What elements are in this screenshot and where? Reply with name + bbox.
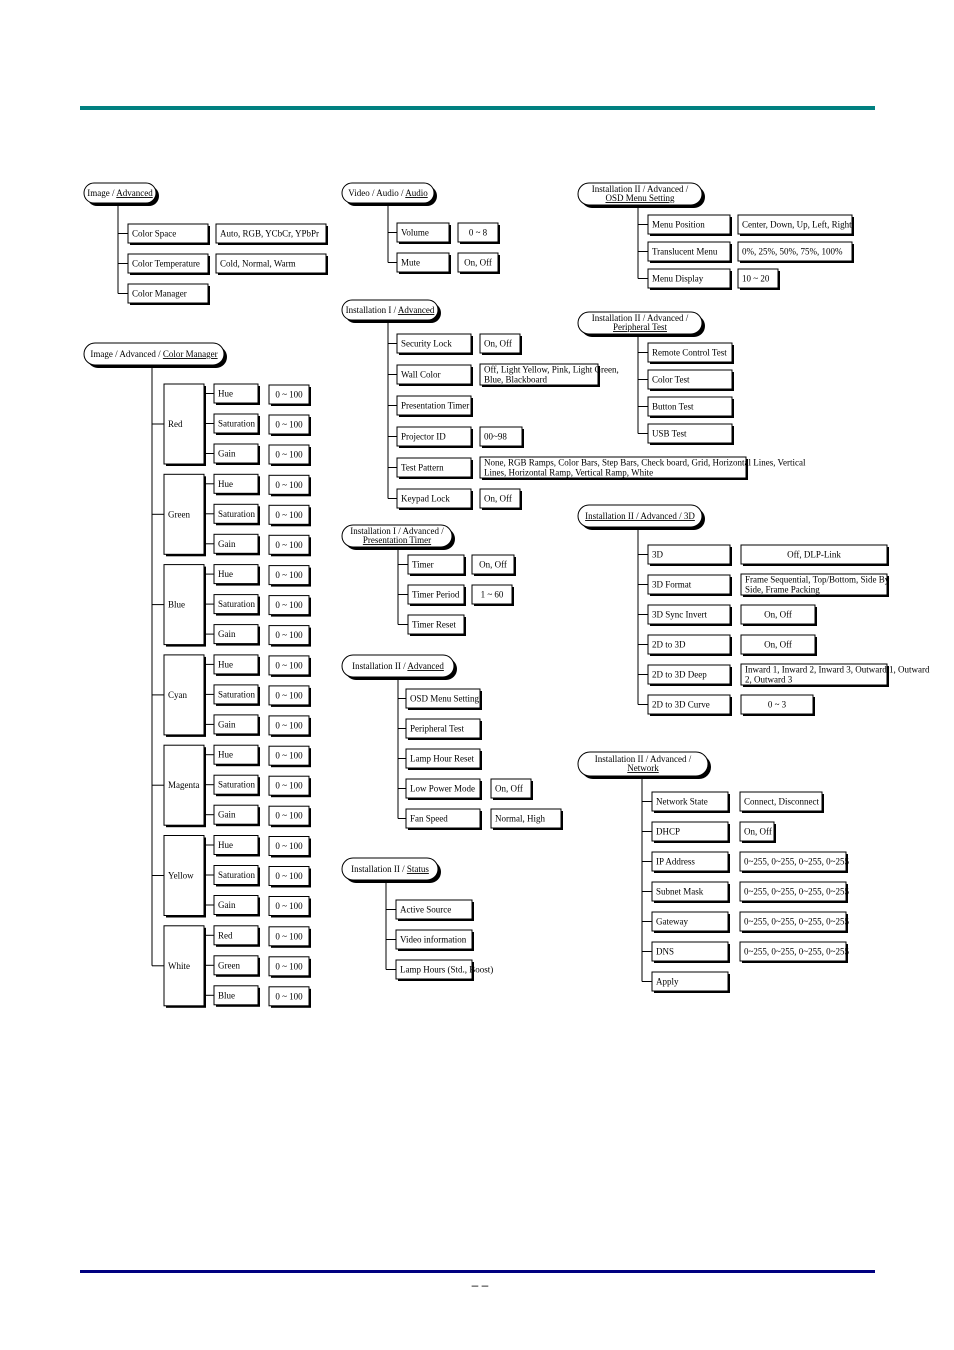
installation-1-advanced-presentation-timer-value-0-text: On, Off: [479, 559, 507, 570]
image-advanced-value-0-text: Auto, RGB, YCbCr, YPbPr: [220, 228, 319, 239]
installation-2-advanced-item-2: [406, 749, 482, 770]
installation-2-advanced-network-item-6-text: Apply: [656, 976, 679, 987]
installation-1-advanced-presentation-timer-header: [342, 525, 455, 550]
installation-2-advanced-item-1-text: Peripheral Test: [410, 723, 464, 734]
installation-1-advanced-value-1-text: Blue, Blackboard: [484, 374, 547, 385]
image-advanced-color-manager-group-2-item-0-text: Hue: [218, 569, 233, 580]
installation-1-advanced-value-4-text: Lines, Horizontal Ramp, Vertical Ramp, White: [484, 467, 654, 478]
image-advanced-color-manager-group-4-value-2: [269, 806, 311, 827]
installation-1-advanced-value-3-text: 00~98: [484, 431, 507, 442]
image-advanced-value-1: [216, 254, 328, 275]
video-audio-audio-header: [342, 183, 437, 206]
installation-2-advanced-3d-item-0-text: 3D: [652, 549, 663, 560]
installation-2-advanced-3d-value-0: [741, 545, 889, 566]
installation-2-advanced-item-4-text: Fan Speed: [410, 813, 448, 824]
installation-2-advanced-3d-value-5-text: 0 ~ 3: [767, 699, 787, 710]
installation-2-advanced-osd-menu-setting-header-path: Installation II / Advanced /: [591, 184, 689, 194]
image-advanced-color-manager-group-0-value-2-text: 0 ~ 100: [275, 449, 303, 460]
installation-2-advanced-network-item-2-text: IP Address: [656, 856, 695, 867]
installation-2-advanced-network-item-0: [652, 792, 730, 813]
installation-2-advanced-item-3: [406, 779, 482, 800]
installation-2-advanced-peripheral-test-item-3-text: USB Test: [652, 428, 687, 439]
image-advanced-color-manager-group-6-item-0: [214, 926, 260, 947]
image-advanced-color-manager-group-5-item-0: [214, 836, 260, 857]
image-advanced-item-0-text: Color Space: [132, 228, 177, 239]
installation-2-advanced-osd-menu-setting-item-1-text: Translucent Menu: [652, 246, 718, 257]
installation-1-advanced-value-1-text: Off, Light Yellow, Pink, Light Green,: [484, 364, 619, 375]
installation-2-advanced-3d-item-2-text: 3D Sync Invert: [652, 609, 707, 620]
installation-2-advanced-network-value-5-text: 0~255, 0~255, 0~255, 0~255: [744, 946, 849, 957]
image-advanced-color-manager-group-4-item-1: [214, 775, 260, 796]
installation-2-advanced-3d-value-1-text: Frame Sequential, Top/Bottom, Side By: [745, 574, 890, 585]
image-advanced-color-manager-group-2-item-1: [214, 595, 260, 616]
installation-1-advanced-value-1: [480, 364, 619, 387]
installation-1-advanced-header-title: Installation I / Advanced: [345, 305, 435, 315]
installation-2-advanced-network-value-2-text: 0~255, 0~255, 0~255, 0~255: [744, 856, 849, 867]
installation-2-advanced-network-value-3: [740, 882, 849, 903]
installation-2-status-item-2-text: Lamp Hours (Std., Boost): [400, 964, 494, 975]
installation-2-advanced-3d-item-4: [648, 665, 732, 686]
image-advanced-color-manager-group-3-item-0-text: Hue: [218, 659, 233, 670]
installation-2-advanced-network-header-path: Installation II / Advanced /: [594, 754, 692, 764]
image-advanced-color-manager-group-0-value-1-text: 0 ~ 100: [275, 419, 303, 430]
installation-1-advanced-item-2-text: Presentation Timer: [401, 400, 470, 411]
image-advanced-color-manager-group-2-item-2-text: Gain: [218, 629, 236, 640]
installation-1-advanced-value-5: [480, 489, 522, 510]
image-advanced-color-manager-group-3-item-0: [214, 655, 260, 676]
video-audio-audio-value-1: [458, 253, 500, 274]
image-advanced-color-manager-group-4-value-1-text: 0 ~ 100: [275, 780, 303, 791]
image-advanced-color-manager-group-0-item-2-text: Gain: [218, 448, 236, 459]
image-advanced-value-1-text: Cold, Normal, Warm: [220, 258, 296, 269]
installation-2-advanced-3d-value-3: [741, 635, 817, 656]
image-advanced-color-manager-group-0: [164, 384, 206, 466]
installation-2-advanced-network-item-5-text: DNS: [656, 946, 675, 957]
installation-1-advanced-presentation-timer-value-1-text: 1 ~ 60: [480, 589, 504, 600]
image-advanced-color-manager-group-3-item-2: [214, 715, 260, 736]
installation-2-advanced-3d-item-2: [648, 605, 732, 626]
installation-2-advanced-3d-value-3-text: On, Off: [764, 639, 792, 650]
installation-2-advanced-peripheral-test-item-0: [648, 343, 734, 364]
installation-2-advanced-3d-value-4-text: 2, Outward 3: [745, 674, 793, 685]
image-advanced-color-manager-group-6-value-1-text: 0 ~ 100: [275, 961, 303, 972]
installation-2-advanced-network-item-0-text: Network State: [656, 796, 708, 807]
image-advanced-color-manager-group-0-item-0-text: Hue: [218, 388, 233, 399]
image-advanced-color-manager-group-5-value-0-text: 0 ~ 100: [275, 841, 303, 851]
installation-2-advanced-network-value-3-text: 0~255, 0~255, 0~255, 0~255: [744, 886, 849, 897]
installation-1-advanced-item-0-text: Security Lock: [401, 338, 452, 349]
installation-2-advanced-osd-menu-setting-item-0-text: Menu Position: [652, 219, 705, 230]
installation-2-status-item-1-text: Video information: [400, 934, 467, 945]
image-advanced-color-manager-group-4-item-0-text: Hue: [218, 749, 233, 760]
image-advanced-color-manager-group-5-text: Yellow: [168, 870, 194, 881]
video-audio-audio-value-1-text: On, Off: [464, 257, 492, 268]
image-advanced-color-manager-group-1-item-1-text: Saturation: [218, 508, 255, 519]
image-advanced-item-2: [128, 284, 210, 305]
installation-2-advanced-network-header-current: Network: [627, 763, 659, 773]
image-advanced-color-manager-group-0-value-0: [269, 385, 311, 406]
installation-2-advanced-peripheral-test-item-2: [648, 397, 734, 418]
installation-1-advanced-item-4-text: Test Pattern: [401, 462, 444, 473]
image-advanced-header: [84, 183, 159, 206]
installation-1-advanced-item-4: [397, 458, 473, 479]
image-advanced-color-manager-group-4-item-2: [214, 805, 260, 826]
image-advanced-color-manager-group-4-value-2-text: 0 ~ 100: [275, 810, 303, 821]
image-advanced-color-manager-group-1-text: Green: [168, 509, 190, 520]
image-advanced-color-manager-group-3-value-0-text: 0 ~ 100: [275, 660, 303, 671]
image-advanced-color-manager-group-1-value-0-text: 0 ~ 100: [275, 479, 303, 490]
image-advanced-color-manager-group-1-item-2: [214, 534, 260, 555]
installation-2-advanced-3d-item-4-text: 2D to 3D Deep: [652, 669, 707, 680]
image-advanced-color-manager-group-3-text: Cyan: [168, 689, 187, 700]
image-advanced-color-manager-group-5-value-1: [269, 867, 311, 888]
installation-2-advanced-osd-menu-setting-item-0: [648, 215, 732, 236]
image-advanced-color-manager-group-5-item-2: [214, 896, 260, 917]
image-advanced-color-manager-group-2-text: Blue: [168, 599, 185, 610]
image-advanced-color-manager-group-3-item-1: [214, 685, 260, 706]
bottom-rule: [80, 1270, 875, 1273]
image-advanced-color-manager-group-1-value-2-text: 0 ~ 100: [275, 539, 303, 550]
installation-2-advanced-peripheral-test-item-3: [648, 424, 734, 445]
installation-2-advanced-osd-menu-setting-value-2-text: 10 ~ 20: [742, 273, 770, 284]
image-advanced-color-manager-group-1-value-1: [269, 505, 311, 526]
image-advanced-color-manager-group-6-value-2-text: 0 ~ 100: [275, 991, 303, 1002]
image-advanced-color-manager-group-4: [164, 745, 206, 827]
video-audio-audio-item-0-text: Volume: [401, 227, 429, 238]
installation-1-advanced-item-1: [397, 365, 473, 386]
image-advanced-color-manager-group-6-item-2: [214, 986, 260, 1007]
image-advanced-color-manager-group-5: [164, 836, 206, 918]
installation-2-advanced-3d-value-1-text: Side, Frame Packing: [745, 584, 820, 595]
installation-1-advanced-value-0: [480, 334, 522, 355]
image-advanced-color-manager-group-0-value-2: [269, 445, 311, 466]
image-advanced-color-manager-group-1: [164, 474, 206, 556]
image-advanced-color-manager-group-1-value-0: [269, 475, 311, 496]
installation-2-advanced-network-header: [578, 752, 711, 779]
installation-2-advanced-item-1: [406, 719, 482, 740]
installation-2-advanced-3d-value-5: [741, 695, 815, 716]
installation-1-advanced-header: [342, 300, 441, 323]
installation-1-advanced-item-1-text: Wall Color: [401, 369, 441, 380]
image-advanced-color-manager-group-3-value-0: [269, 656, 311, 677]
image-advanced-color-manager-group-0-item-0: [214, 384, 260, 405]
installation-2-advanced-3d-item-1: [648, 575, 732, 596]
image-advanced-color-manager-group-3-item-1-text: Saturation: [218, 689, 255, 700]
image-advanced-color-manager-group-1-value-2: [269, 535, 311, 556]
image-advanced-color-manager-group-3-value-1: [269, 686, 311, 707]
image-advanced-color-manager-header-title: Image / Advanced / Color Manager: [90, 349, 218, 359]
image-advanced-color-manager-group-3-value-2: [269, 716, 311, 737]
image-advanced-item-2-text: Color Manager: [132, 288, 187, 299]
image-advanced-color-manager-group-3-item-2-text: Gain: [218, 719, 236, 730]
installation-2-advanced-osd-menu-setting-value-0-text: Center, Down, Up, Left, Right: [742, 219, 852, 230]
video-audio-audio-value-0-text: 0 ~ 8: [468, 227, 488, 238]
installation-2-advanced-osd-menu-setting-value-1-text: 0%, 25%, 50%, 75%, 100%: [742, 246, 843, 257]
page-footer: – –: [471, 1278, 489, 1292]
installation-1-advanced-item-2: [397, 396, 473, 417]
installation-2-advanced-osd-menu-setting-header-current: OSD Menu Setting: [605, 193, 675, 203]
image-advanced-color-manager-group-0-item-1-text: Saturation: [218, 418, 255, 429]
installation-2-advanced-network-value-1: [740, 822, 776, 843]
installation-2-status-header: [342, 858, 441, 883]
installation-2-advanced-network-item-5: [652, 942, 730, 963]
image-advanced-color-manager-group-1-value-1-text: 0 ~ 100: [275, 509, 303, 520]
image-advanced-color-manager-group-6-value-1: [269, 957, 311, 978]
image-advanced-color-manager-group-4-text: Magenta: [168, 780, 200, 791]
image-advanced-color-manager-group-1-item-1: [214, 504, 260, 525]
video-audio-audio-header-title: Video / Audio / Audio: [348, 188, 428, 198]
installation-2-advanced-header: [342, 655, 457, 680]
installation-2-advanced-3d-header-title: Installation II / Advanced / 3D: [585, 511, 695, 521]
installation-1-advanced-value-3: [480, 427, 524, 448]
installation-2-advanced-osd-menu-setting-value-2: [738, 269, 780, 290]
installation-2-advanced-network-item-3: [652, 882, 730, 903]
image-advanced-color-manager-group-5-item-1-text: Saturation: [218, 870, 255, 880]
image-advanced-color-manager-group-5-item-1: [214, 866, 260, 887]
installation-2-advanced-osd-menu-setting-item-1: [648, 242, 732, 263]
installation-1-advanced-presentation-timer-item-2-text: Timer Reset: [412, 619, 456, 630]
installation-1-advanced-item-5: [397, 489, 473, 510]
image-advanced-color-manager-group-5-item-2-text: Gain: [218, 900, 236, 910]
image-advanced-color-manager-group-5-item-0-text: Hue: [218, 840, 233, 850]
image-advanced-item-0: [128, 224, 210, 245]
installation-2-advanced-item-0-text: OSD Menu Setting: [410, 693, 480, 704]
installation-2-status-item-0: [396, 900, 474, 921]
installation-2-advanced-network-item-1: [652, 822, 730, 843]
image-advanced-color-manager-group-1-item-0: [214, 474, 260, 495]
installation-2-advanced-value-4-text: Normal, High: [495, 813, 545, 824]
installation-2-advanced-item-0: [406, 689, 482, 710]
installation-1-advanced-presentation-timer-item-1-text: Timer Period: [412, 589, 460, 600]
image-advanced-color-manager-group-6: [164, 926, 206, 1008]
image-advanced-color-manager-group-1-item-2-text: Gain: [218, 538, 236, 549]
image-advanced-color-manager-group-4-value-0-text: 0 ~ 100: [275, 750, 303, 761]
image-advanced-color-manager-group-0-text: Red: [168, 419, 183, 429]
image-advanced-color-manager-group-5-value-2: [269, 897, 311, 918]
installation-2-advanced-network-value-4: [740, 912, 849, 933]
installation-2-status-item-1: [396, 930, 474, 951]
installation-2-advanced-osd-menu-setting-value-1: [738, 242, 854, 263]
installation-2-advanced-3d-item-3: [648, 635, 732, 656]
image-advanced-color-manager-group-4-item-0: [214, 745, 260, 766]
image-advanced-color-manager-group-6-value-0-text: 0 ~ 100: [275, 931, 303, 942]
installation-1-advanced-item-3-text: Projector ID: [401, 431, 446, 442]
installation-2-advanced-network-value-4-text: 0~255, 0~255, 0~255, 0~255: [744, 916, 849, 927]
installation-2-advanced-peripheral-test-item-2-text: Button Test: [652, 401, 694, 412]
installation-1-advanced-value-5-text: On, Off: [484, 493, 512, 504]
installation-1-advanced-presentation-timer-header-current: Presentation Timer: [362, 535, 432, 545]
installation-2-advanced-network-item-2: [652, 852, 730, 873]
installation-1-advanced-presentation-timer-header-path: Installation I / Advanced /: [350, 526, 444, 536]
installation-2-advanced-network-item-1-text: DHCP: [656, 826, 681, 837]
image-advanced-color-manager-group-2-value-2: [269, 626, 311, 647]
installation-2-advanced-network-value-5: [740, 942, 849, 963]
installation-2-advanced-network-item-4: [652, 912, 730, 933]
image-advanced-color-manager-group-4-value-0: [269, 746, 311, 767]
installation-2-status-item-0-text: Active Source: [400, 904, 452, 915]
installation-2-advanced-network-item-3-text: Subnet Mask: [656, 886, 704, 897]
image-advanced-color-manager-group-5-value-1-text: 0 ~ 100: [275, 871, 303, 881]
installation-2-advanced-value-3: [491, 779, 533, 800]
installation-1-advanced-item-0: [397, 334, 473, 355]
installation-2-advanced-peripheral-test-header-path: Installation II / Advanced /: [591, 313, 689, 323]
installation-1-advanced-value-4-text: None, RGB Ramps, Color Bars, Step Bars, Check board, Grid, Horizontal Lines, Vertical: [484, 457, 806, 468]
image-advanced-color-manager-group-1-item-0-text: Hue: [218, 478, 233, 489]
installation-2-advanced-3d-value-1: [741, 574, 890, 597]
video-audio-audio-value-0: [458, 223, 500, 244]
installation-2-advanced-peripheral-test-header: [578, 312, 705, 337]
image-advanced-color-manager-group-6-item-1-text: Green: [218, 960, 240, 971]
installation-2-advanced-osd-menu-setting-header: [578, 183, 705, 208]
installation-2-status-item-2: [396, 960, 493, 981]
installation-1-advanced-presentation-timer-value-0: [472, 555, 516, 576]
image-advanced-color-manager-group-2: [164, 565, 206, 647]
image-advanced-color-manager-group-4-value-1: [269, 776, 311, 797]
installation-1-advanced-item-5-text: Keypad Lock: [401, 493, 450, 504]
image-advanced-color-manager-group-6-item-2-text: Blue: [218, 990, 235, 1001]
image-advanced-color-manager-group-3-value-2-text: 0 ~ 100: [275, 720, 303, 731]
image-advanced-color-manager-group-4-item-1-text: Saturation: [218, 779, 255, 790]
image-advanced-color-manager-group-2-value-0: [269, 566, 311, 587]
video-audio-audio-item-1: [397, 253, 451, 274]
installation-2-advanced-3d-value-2: [741, 605, 817, 626]
installation-2-advanced-header-title: Installation II / Advanced: [352, 661, 444, 671]
image-advanced-color-manager-group-6-text: White: [168, 960, 190, 971]
video-audio-audio-item-0: [397, 223, 451, 244]
installation-2-advanced-peripheral-test-header-current: Peripheral Test: [613, 322, 667, 332]
installation-2-advanced-3d-value-2-text: On, Off: [764, 609, 792, 620]
image-advanced-color-manager-group-5-value-2-text: 0 ~ 100: [275, 901, 303, 911]
image-advanced-color-manager-group-3-value-1-text: 0 ~ 100: [275, 690, 303, 701]
image-advanced-color-manager-group-5-value-0: [269, 837, 311, 858]
image-advanced-color-manager-header: [84, 343, 227, 368]
installation-2-advanced-network-value-0-text: Connect, Disconnect: [744, 796, 819, 807]
installation-1-advanced-value-0-text: On, Off: [484, 338, 512, 349]
installation-2-status-header-title: Installation II / Status: [351, 864, 429, 874]
installation-2-advanced-osd-menu-setting-item-2: [648, 269, 732, 290]
image-advanced-color-manager-group-0-value-0-text: 0 ~ 100: [275, 389, 303, 400]
image-advanced-color-manager-group-6-value-2: [269, 987, 311, 1008]
installation-2-advanced-3d-value-4-text: Inward 1, Inward 2, Inward 3, Outward 1, Outward: [745, 664, 930, 675]
installation-1-advanced-presentation-timer-value-1: [472, 585, 514, 606]
installation-2-advanced-network-value-0: [740, 792, 824, 813]
image-advanced-color-manager-group-6-item-1: [214, 956, 260, 977]
installation-1-advanced-presentation-timer-item-0: [408, 555, 466, 576]
image-advanced-color-manager-group-2-value-0-text: 0 ~ 100: [275, 570, 303, 581]
installation-2-advanced-peripheral-test-item-1-text: Color Test: [652, 374, 690, 385]
image-advanced-color-manager-group-0-item-1: [214, 414, 260, 435]
image-advanced-color-manager-group-4-item-2-text: Gain: [218, 809, 236, 820]
image-advanced-color-manager-group-2-value-1-text: 0 ~ 100: [275, 600, 303, 611]
image-advanced-color-manager-group-2-item-0: [214, 565, 260, 586]
installation-2-advanced-network-value-2: [740, 852, 849, 873]
installation-1-advanced-presentation-timer-item-1: [408, 585, 466, 606]
installation-2-advanced-3d-header: [578, 505, 705, 530]
installation-2-advanced-network-item-6: [652, 972, 730, 993]
installation-2-advanced-network-value-1-text: On, Off: [744, 826, 772, 837]
image-advanced-item-1: [128, 254, 210, 275]
image-advanced-color-manager-group-2-value-2-text: 0 ~ 100: [275, 630, 303, 641]
installation-2-advanced-network-item-4-text: Gateway: [656, 916, 688, 927]
image-advanced-header-title: Image / Advanced: [87, 188, 153, 198]
video-audio-audio-item-1-text: Mute: [401, 257, 420, 268]
installation-2-advanced-3d-value-0-text: Off, DLP-Link: [787, 549, 841, 560]
installation-2-advanced-osd-menu-setting-item-2-text: Menu Display: [652, 273, 704, 284]
image-advanced-color-manager-group-2-item-1-text: Saturation: [218, 599, 255, 610]
image-advanced-color-manager-group-2-value-1: [269, 596, 311, 617]
installation-2-advanced-value-3-text: On, Off: [495, 783, 523, 794]
installation-2-advanced-3d-item-5: [648, 695, 732, 716]
installation-2-advanced-osd-menu-setting-value-0: [738, 215, 854, 236]
installation-2-advanced-value-4: [491, 809, 563, 830]
installation-1-advanced-presentation-timer-item-0-text: Timer: [412, 559, 434, 570]
installation-2-advanced-3d-item-1-text: 3D Format: [652, 579, 692, 590]
image-advanced-color-manager-group-6-value-0: [269, 927, 311, 948]
installation-2-advanced-peripheral-test-item-1: [648, 370, 734, 391]
installation-2-advanced-item-3-text: Low Power Mode: [410, 783, 475, 794]
installation-2-advanced-3d-value-4: [741, 664, 930, 687]
image-advanced-color-manager-group-2-item-2: [214, 625, 260, 646]
installation-2-advanced-peripheral-test-item-0-text: Remote Control Test: [652, 347, 727, 358]
installation-2-advanced-item-2-text: Lamp Hour Reset: [410, 753, 474, 764]
image-advanced-item-1-text: Color Temperature: [132, 258, 200, 269]
image-advanced-color-manager-group-0-value-1: [269, 415, 311, 436]
image-advanced-value-0: [216, 224, 328, 245]
installation-2-advanced-item-4: [406, 809, 482, 830]
installation-1-advanced-value-4: [480, 457, 806, 480]
image-advanced-color-manager-group-3: [164, 655, 206, 737]
installation-1-advanced-presentation-timer-item-2: [408, 615, 466, 636]
installation-2-advanced-3d-item-5-text: 2D to 3D Curve: [652, 699, 710, 710]
installation-1-advanced-item-3: [397, 427, 473, 448]
image-advanced-color-manager-group-0-item-2: [214, 444, 260, 465]
image-advanced-color-manager-group-6-item-0-text: Red: [218, 930, 233, 941]
installation-2-advanced-3d-item-0: [648, 545, 732, 566]
installation-2-advanced-3d-item-3-text: 2D to 3D: [652, 639, 686, 650]
